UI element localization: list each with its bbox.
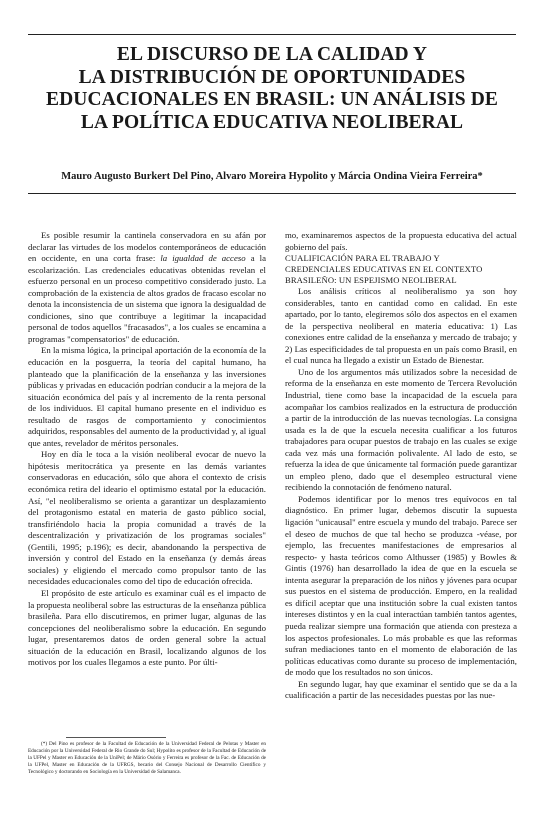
author-footnote: (*) Del Pino es profesor de la Facultad de Educación de la Universidad Federal de Pelotas y Master en Educación por la Universidad Federal de Rio Grande do Sul; Hypolito es profesor de la Facultad de Educación de la UFPel y Master en Educación de la UniPel; de Mário Osório y Ferreira es profesor de la Fac. de Educación de la UFPel, Master en Educación de la UFRGS, becario del Consejo Nacional de Desarrollo Científico y Tecnológico y doctorando en Sociología en la Universidad de Salamanca. xyxy=(28,741,266,775)
paragraph: Los análisis críticos al neoliberalismo ya son hoy considerables, tanto en cantidad como en calidad. En este apartado, por lo tanto, elegiremos sólo dos aspectos en el examen de la perspectiva neoliberal en materia educativa: 1) Las conexiones entre calidad de la enseñanza y mercado de trabajo; y 2) Las especificidades de tal propuesta en un país como Brasil, en el cual nunca ha llegado a existir un Estado de Bienestar. xyxy=(285,286,517,366)
paragraph: Podemos identificar por lo menos tres equívocos en tal diagnóstico. En primer lugar, debemos discutir la supuesta ligación "unicausal" entre escuela y mundo del trabajo. Parece ser el deseo de muchos de que tal hecho se produzca -véase, por ejemplo, las frecuentes manifestaciones de empresarios al respecto- y hasta teóricos como Althusser (1985) y Bowles & Gintis (1976) han desarrollado la idea de que en la escuela se intenta asegurar la preparación de los niños y jóvenes para ocupar sus puestos en el sistema de producción. Empero, en la realidad es difícil aceptar que una institución sobre la cual existen tantos intereses distintos y en la cual interactúan también tantos agentes, pueda realizar siempre una formación que atienda con presteza a los aspectos profesionales. Lo más probable es que las reformas sufran mediaciones tanto en el momento de elaboración de las políticas educativas como durante su proceso de implementación, de modo que los resultados no son únicos. xyxy=(285,493,517,678)
emphasized-phrase: la igualdad de acceso xyxy=(160,253,246,264)
author-rule xyxy=(28,193,516,194)
article-title xyxy=(28,44,516,134)
right-column xyxy=(285,230,517,702)
title-line: EL DISCURSO DE LA CALIDAD Y xyxy=(116,44,428,65)
section-heading-line: BRASILEÑO: UN ESPEJISMO NEOLIBERAL xyxy=(285,275,457,286)
paragraph-continuation: mo, examinaremos aspectos de la propuesta educativa del actual gobierno del país. xyxy=(285,230,517,252)
paragraph: En segundo lugar, hay que examinar el sentido que se da a la cualificación a partir de las necesidades puestas por las nue- xyxy=(285,678,517,701)
left-column xyxy=(28,230,266,669)
top-rule xyxy=(28,34,516,35)
footnote-rule xyxy=(66,737,166,738)
title-line: LA DISTRIBUCIÓN DE OPORTUNIDADES xyxy=(78,66,466,88)
paragraph: El propósito de este artículo es examinar cuál es el impacto de la propuesta neoliberal sobre las estructuras de la enseñanza pública brasileña. Para ello discutiremos, en primer lugar, algunas de las concepciones del neoliberalismo sobre la educación. En segundo lugar, presentaremos datos de orden general sobre la actual situación de la educación en Brasil, localizando algunos de los motivos por los cuales llegamos a este punto. Por últi- xyxy=(28,587,266,668)
author-byline: Mauro Augusto Burkert Del Pino, Alvaro Moreira Hypolito y Márcia Ondina Vieira Ferreira* xyxy=(61,171,483,182)
paragraph-intro: Es posible resumir la cantinela conservadora en su afán por declarar las virtudes de los modelos contemporáneos de educación en occidente, en una corta frase: la igualdad de acceso a la escolarización. Las credenciales educativas obtenidas revelan el esfuerzo personal en un proceso competitivo considerado justo. La comprobación de la existencia de altos grados de fracaso escolar no denota la inconsistencia de un sistema que ignora la desigualdad de condiciones, sino que contribuye a legitimar la incapacidad personal de todos aquellos "fracasados", a los cuales se encamina a programas "compensatorios" de educación. xyxy=(28,230,266,344)
paragraph: Uno de los argumentos más utilizados sobre la necesidad de reforma de la enseñanza en este momento de Tercera Revolución Industrial, tiene como base la incapacidad de la escuela para acompañar los cambios realizados en la estructura de producción a partir de la introducción de las nuevas tecnologías. La consigna usada es la de que la escuela necesita cualificar a los futuros trabajadores para ocupar puestos de trabajo en las cuales se exige cada vez más una formación polivalente. Al lado de esto, se refuerza la idea de que únicamente tal formación puede garantizar un empleo pleno, dado que el desempleo estructural viene recibiendo la connotación de fenómeno natural. xyxy=(285,366,517,493)
section-heading-line: CUALIFICACIÓN PARA EL TRABAJO Y xyxy=(285,253,440,264)
title-line: EDUCACIONALES EN BRASIL: UN ANÁLISIS DE xyxy=(46,89,498,110)
section-heading-line: CREDENCIALES EDUCATIVAS EN EL CONTEXTO xyxy=(285,264,483,275)
title-line: LA POLÍTICA EDUCATIVA NEOLIBERAL xyxy=(80,111,464,133)
paragraph: En la misma lógica, la principal aportación de la economía de la educación en la posguerra, la teoría del capital humano, ha planteado que la planificación de la enseñanza y las inversiones públicas y privadas en educación podrían conducir a la mejora de la situación económica del país y al incremento de la renta personal de los individuos. El capital humano presente en el individuo es resultado de rasgos de comportamiento y conocimientos adquiridos, responsables del aumento de la productividad y, al igual que antes, revelador de méritos personales. xyxy=(28,345,266,448)
paragraph: Hoy en día le toca a la visión neoliberal evocar de nuevo la hipótesis meritocrática ya presente en las demás variantes conservadoras en educación, sólo que ahora el contexto de crisis económica retira del ideario el optimismo estatal por la educación. Así, "el neoliberalismo se orienta a garantizar un desplazamiento del protagonismo estatal en materia de gasto público social, transfiriéndolo hacia la propia comunidad a través de la descentralización y privatización de los programas sociales" (Gentili, 1995; p.196); es decir, abandonando la perspectiva de inversión y control del Estado en la enseñanza (y demás áreas sociales) y eligiendo el mercado como propulsor tanto de las necesidades educacionales como del tipo de educación ofrecida. xyxy=(28,449,266,587)
section-heading xyxy=(285,253,517,286)
